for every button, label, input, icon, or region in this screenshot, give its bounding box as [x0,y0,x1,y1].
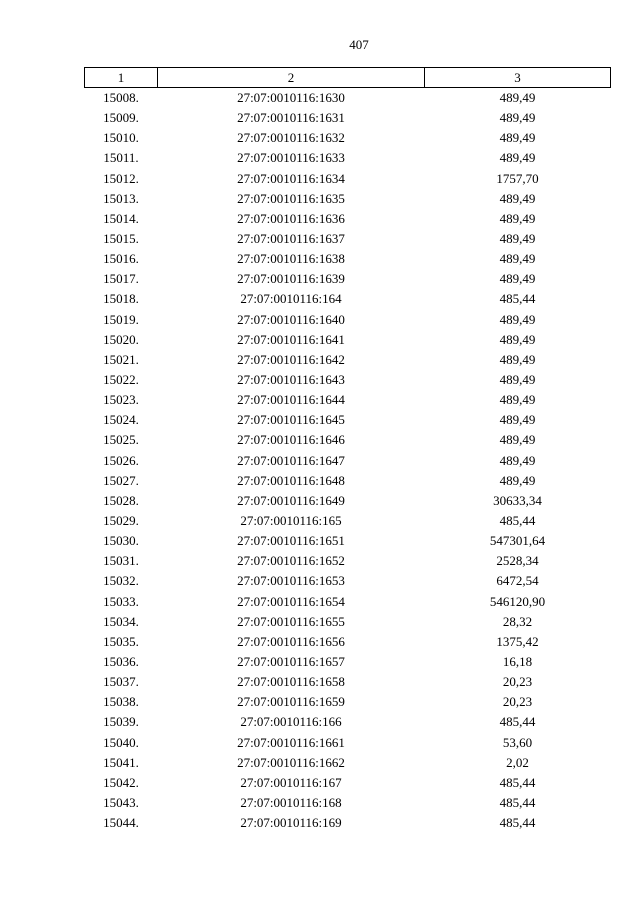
cadastral-number-cell: 27:07:0010116:1653 [237,573,345,589]
table-row [85,551,611,571]
cadastral-number-cell: 27:07:0010116:168 [240,794,342,810]
row-number-cell: 15013. [103,190,139,206]
value-cell: 485,44 [499,714,536,730]
cadastral-number-cell: 27:07:0010116:1642 [237,351,345,367]
row-number-cell: 15025. [103,432,139,448]
cadastral-number-cell: 27:07:0010116:167 [240,774,342,790]
value-cell: 489,49 [499,150,536,166]
table-row [85,189,611,209]
value-cell: 489,49 [499,351,536,367]
row-number-cell: 15019. [103,311,139,327]
cadastral-number-cell: 27:07:0010116:1657 [237,654,345,669]
row-number-cell: 15032. [103,573,139,589]
table-row [85,652,611,672]
row-number-cell: 15017. [103,271,139,287]
table-row [85,511,611,531]
table-row [85,793,611,813]
row-number-cell: 15038. [103,694,139,710]
row-number-cell: 15044. [103,815,139,831]
cadastral-number-cell: 27:07:0010116:1654 [237,593,345,609]
header-row [85,68,611,88]
row-number-cell: 15041. [103,754,139,770]
value-cell: 6472,54 [496,573,539,589]
table-row [85,430,611,450]
row-number-cell: 15042. [103,774,139,790]
table-row [85,571,611,591]
value-cell: 53,60 [502,734,533,750]
value-cell: 489,49 [499,210,536,226]
value-cell: 2528,34 [496,553,539,569]
column-header-2: 2 [158,68,425,88]
cadastral-number-cell: 27:07:0010116:1638 [237,251,345,267]
value-cell: 489,49 [499,251,536,267]
cadastral-number-cell: 27:07:0010116:1632 [237,130,345,146]
table-row [85,289,611,309]
value-cell: 489,49 [499,452,536,468]
value-cell: 489,49 [499,412,536,428]
table-row [85,753,611,773]
table-row [85,209,611,229]
row-number-cell: 15010. [103,130,139,146]
cadastral-number-cell: 27:07:0010116:1651 [237,533,345,549]
row-number-cell: 15022. [103,372,139,388]
cadastral-number-cell: 27:07:0010116:169 [240,815,342,831]
table-row [85,229,611,249]
row-number-cell: 15028. [103,492,139,508]
cadastral-number-cell: 27:07:0010116:1634 [237,170,345,186]
table-row [85,108,611,128]
value-cell: 489,49 [499,331,536,347]
value-cell: 20,23 [502,694,533,710]
cadastral-number-cell: 27:07:0010116:1662 [237,754,345,770]
value-cell: 489,49 [499,231,536,247]
value-cell: 489,49 [499,432,536,448]
cadastral-number-cell: 27:07:0010116:1658 [237,674,345,690]
cadastral-number-cell: 27:07:0010116:1630 [237,90,345,106]
table-row [85,712,611,732]
value-cell: 485,44 [499,794,536,810]
row-number-cell: 15040. [103,734,139,750]
value-cell: 489,49 [499,472,536,488]
value-cell: 489,49 [499,130,536,146]
cadastral-number-cell: 27:07:0010116:1656 [237,633,345,649]
table-row [85,330,611,350]
cadastral-number-cell: 27:07:0010116:1644 [237,392,345,408]
cadastral-number-cell: 27:07:0010116:1661 [237,734,345,750]
cadastral-number-cell: 27:07:0010116:1655 [237,613,345,629]
table-row [85,148,611,168]
value-cell: 489,49 [499,372,536,388]
cadastral-number-cell: 27:07:0010116:1640 [237,311,345,327]
row-number-cell: 15020. [103,331,139,347]
row-number-cell: 15021. [103,351,139,367]
row-number-cell: 15009. [103,110,139,126]
row-number-cell: 15018. [103,291,139,307]
table-row [85,491,611,511]
value-cell: 489,49 [499,311,536,327]
value-cell: 485,44 [499,291,536,307]
table-row [85,269,611,289]
cadastral-number-cell: 27:07:0010116:1659 [237,694,345,710]
table-row [85,370,611,390]
cadastral-number-cell: 27:07:0010116:1636 [237,210,345,226]
row-number-cell: 15030. [103,533,139,549]
cadastral-number-cell: 27:07:0010116:1639 [237,271,345,287]
row-number-cell: 15039. [103,714,139,730]
value-cell: 30633,34 [493,492,542,508]
value-cell: 489,49 [499,190,536,206]
value-cell: 20,23 [502,674,533,690]
row-number-cell: 15037. [103,674,139,690]
cadastral-number-cell: 27:07:0010116:1633 [237,150,345,166]
value-cell: 489,49 [499,90,536,106]
table-row [85,632,611,652]
table-body [85,88,611,834]
cadastral-number-cell: 27:07:0010116:166 [240,714,342,730]
value-cell: 546120,90 [489,593,546,609]
value-cell: 489,49 [499,392,536,408]
column-header-1: 1 [85,68,158,88]
value-cell: 2,02 [506,754,529,770]
table-row [85,692,611,712]
cadastral-number-cell: 27:07:0010116:1647 [237,452,345,468]
cadastral-number-cell: 27:07:0010116:1645 [237,412,345,428]
cadastral-number-cell: 27:07:0010116:1641 [237,331,345,347]
row-number-cell: 15036. [103,654,139,669]
row-number-cell: 15016. [103,251,139,267]
cadastral-number-cell: 27:07:0010116:1648 [237,472,345,488]
cadastral-table [84,67,611,833]
value-cell: 485,44 [499,513,536,529]
table-row [85,672,611,692]
table-row [85,390,611,410]
cadastral-number-cell: 27:07:0010116:1649 [237,492,345,508]
value-cell: 485,44 [499,815,536,831]
row-number-cell: 15015. [103,231,139,247]
cadastral-number-cell: 27:07:0010116:1643 [237,372,345,388]
page-number: 407 [349,37,369,52]
table-row [85,531,611,551]
table-row [85,733,611,753]
row-number-cell: 15033. [103,593,139,609]
table-row [85,451,611,471]
table-row [85,310,611,330]
value-cell: 1757,70 [496,170,539,186]
cadastral-number-cell: 27:07:0010116:1631 [237,110,345,126]
value-cell: 489,49 [499,110,536,126]
value-cell: 489,49 [499,271,536,287]
table-row [85,88,611,109]
row-number-cell: 15014. [103,210,139,226]
cadastral-number-cell: 27:07:0010116:164 [240,291,342,307]
cadastral-number-cell: 27:07:0010116:1637 [237,231,345,247]
table-row [85,128,611,148]
row-number-cell: 15027. [103,472,139,488]
value-cell: 1375,42 [496,633,539,649]
value-cell: 28,32 [502,613,533,629]
row-number-cell: 15008. [103,90,139,106]
row-number-cell: 15011. [103,150,139,166]
value-cell: 16,18 [502,654,533,669]
column-header-3: 3 [425,68,611,88]
row-number-cell: 15043. [103,794,139,810]
row-number-cell: 15031. [103,553,139,569]
row-number-cell: 15035. [103,633,139,649]
row-number-cell: 15012. [103,170,139,186]
row-number-cell: 15024. [103,412,139,428]
table-row [85,592,611,612]
cadastral-number-cell: 27:07:0010116:165 [240,513,342,529]
table-row [85,169,611,189]
value-cell: 547301,64 [489,533,546,549]
row-number-cell: 15023. [103,392,139,408]
table-header [85,68,611,88]
table-row [85,350,611,370]
row-number-cell: 15026. [103,452,139,468]
table-row [85,612,611,632]
table-row [85,249,611,269]
row-number-cell: 15034. [103,613,139,629]
table-row [85,471,611,491]
value-cell: 485,44 [499,774,536,790]
cadastral-number-cell: 27:07:0010116:1635 [237,190,345,206]
table-row [85,813,611,833]
cadastral-number-cell: 27:07:0010116:1652 [237,553,345,569]
cadastral-number-cell: 27:07:0010116:1646 [237,432,345,448]
table-row [85,773,611,793]
table-row [85,410,611,430]
row-number-cell: 15029. [103,513,139,529]
